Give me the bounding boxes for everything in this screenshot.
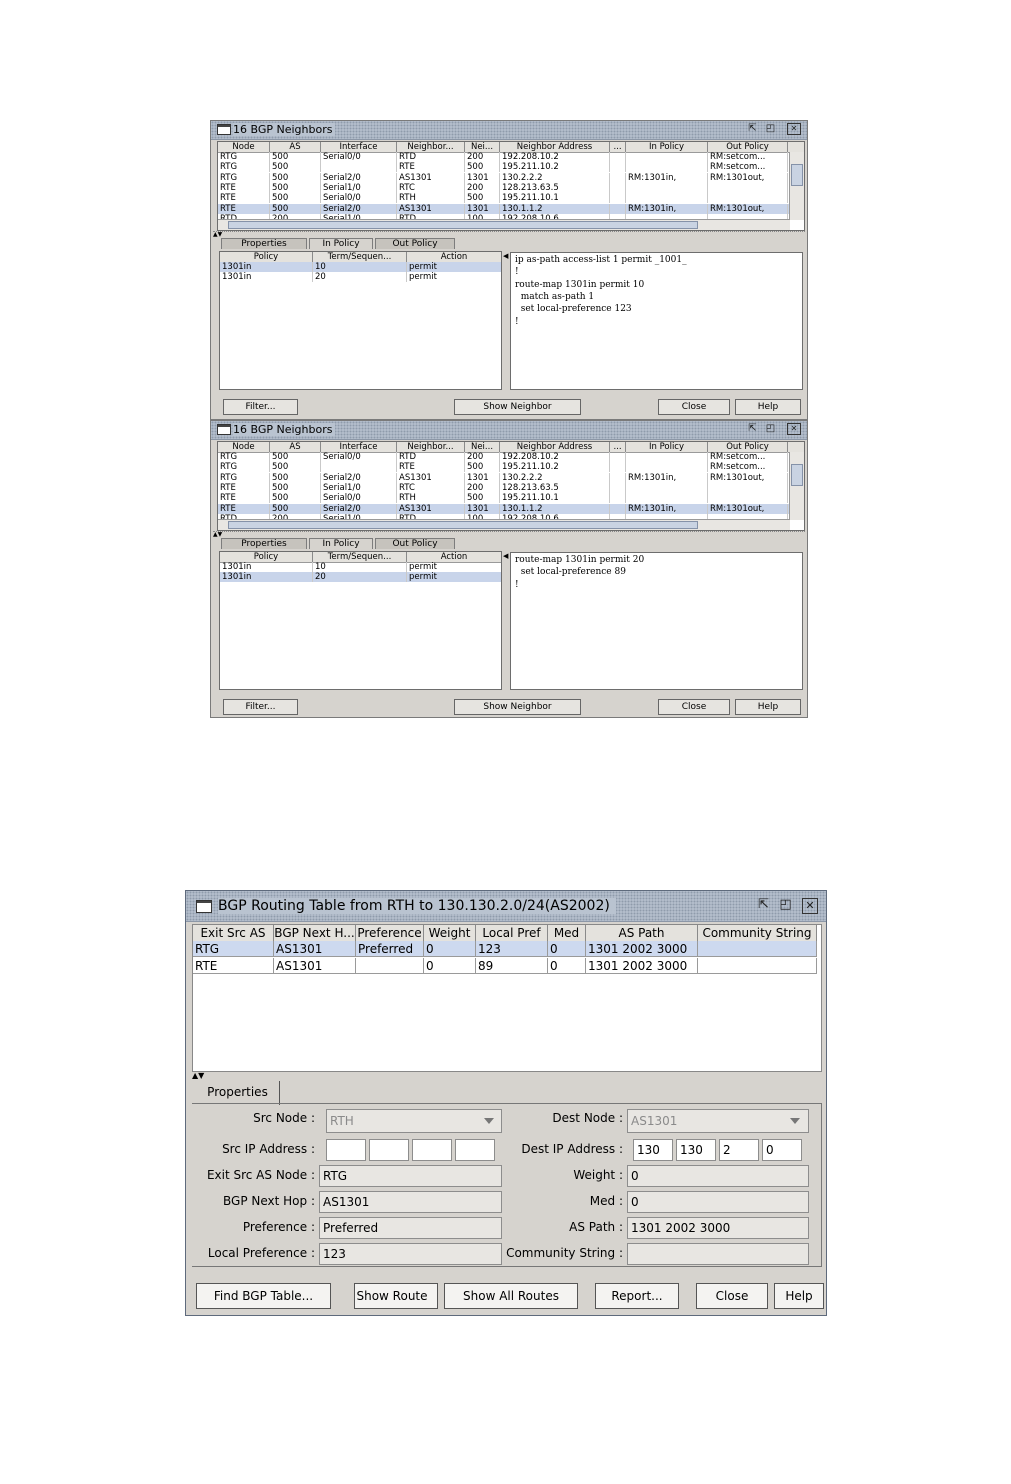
close-button[interactable]: Close [696,1283,768,1309]
cell: Serial0/0 [321,493,397,503]
col-header[interactable]: Interface [321,142,397,152]
col-header[interactable]: AS [270,142,321,152]
cell: Serial1/0 [321,483,397,493]
cell: 128.213.63.5 [500,183,610,193]
cell: RTE [218,483,270,493]
cell: 1301 2002 3000 [586,941,698,957]
table-row[interactable] [218,152,804,162]
window-title: 16 BGP Neighbors [233,423,335,436]
scroll-thumb[interactable] [228,521,698,529]
col-header[interactable]: ... [610,142,626,152]
policy-text-pane [510,552,803,690]
col-preference[interactable]: Preference [356,925,424,941]
cell: AS1301 [274,958,356,974]
code-line: route-map 1301in permit 20 [515,555,645,565]
cell: 192.208.10.2 [500,152,610,162]
scroll-thumb[interactable] [791,164,803,186]
cell [610,183,626,193]
cell [626,483,708,493]
cell [626,193,708,203]
cell: 192.208.10.2 [500,452,610,462]
col-header[interactable]: Neighbor Address [500,142,610,152]
cell: 1301 [465,473,500,483]
col-med[interactable]: Med [548,925,586,941]
cell: AS1301 [397,173,465,183]
policy-table [219,551,502,690]
code-line: route-map 1301in permit 10 [515,279,645,290]
filter-button[interactable]: Filter... [223,699,298,715]
cell: RTG [193,941,274,957]
src-node-select[interactable]: RTH [326,1109,502,1133]
show-all-routes-button[interactable]: Show All Routes [444,1283,578,1309]
table-row[interactable] [218,483,804,493]
close-icon[interactable]: ✕ [802,898,818,914]
cell [708,483,788,493]
close-icon[interactable]: ✕ [787,123,801,135]
title-bar[interactable] [211,121,807,140]
cell: RTG [218,173,270,183]
dest-ip-octet-2[interactable]: 130 [676,1139,716,1161]
horizontal-scrollbar[interactable] [218,219,790,230]
cell: 1301in [220,272,313,282]
cell: RM:1301out, [708,173,788,183]
cell: 500 [270,493,321,503]
cell: Preferred [356,941,424,957]
bgp-routing-table-window [185,890,827,1316]
cell: 130.1.1.2 [500,204,610,214]
cell: Serial2/0 [321,173,397,183]
cell: 123 [476,941,548,957]
cell [626,183,708,193]
cell: RM:1301in, [626,504,708,514]
split-divider[interactable]: ▲▼ [213,531,805,538]
cell: 89 [476,958,548,974]
cell: RTG [218,162,270,172]
col-header[interactable]: AS [270,442,321,452]
cell: 1301 [465,204,500,214]
cell: RM:setcom... [708,462,788,472]
cell [610,493,626,503]
cell: 500 [465,162,500,172]
community-field [627,1243,809,1265]
tab-out-policy[interactable]: Out Policy [375,238,455,249]
cell [321,462,397,472]
col-header[interactable]: Term/Sequen... [313,252,407,262]
detach-icon[interactable]: ⇱ [748,423,757,434]
cell [708,193,788,203]
cell: RM:1301out, [708,473,788,483]
cell: 20 [313,272,407,282]
cell: 200 [465,452,500,462]
close-button[interactable]: Close [658,699,730,715]
col-community-string[interactable]: Community String [698,925,817,941]
cell: AS1301 [397,473,465,483]
report-button[interactable]: Report... [595,1283,679,1309]
src-ip-label: Src IP Address : [222,1142,315,1156]
tab-in-policy[interactable]: In Policy [309,538,373,549]
dest-ip-octet-3[interactable]: 2 [719,1139,759,1161]
dest-node-select[interactable]: AS1301 [627,1109,809,1133]
cell: RTD [397,152,465,162]
cell: RTE [193,958,274,974]
cell: permit [407,572,502,582]
cell: 500 [270,462,321,472]
cell: 10 [313,262,407,272]
bgp-neighbors-window [210,120,808,420]
cell: 128.213.63.5 [500,483,610,493]
cell [626,493,708,503]
table-row[interactable] [218,204,804,214]
col-header[interactable]: Neighbor... [397,442,465,452]
next-hop-field: AS1301 [319,1191,502,1213]
cell [610,473,626,483]
cell [626,462,708,472]
col-header[interactable]: In Policy [626,442,708,452]
cell: RTC [397,183,465,193]
show-route-button[interactable]: Show Route [354,1283,438,1309]
col-header[interactable]: Term/Sequen... [313,552,407,562]
cell: RTG [218,452,270,462]
cell: RTE [397,162,465,172]
col-header[interactable]: Nei... [465,142,500,152]
cell: RM:1301in, [626,173,708,183]
col-header[interactable]: Node [218,142,270,152]
maximize-icon[interactable]: ◰ [765,423,776,434]
med-label: Med : [589,1194,623,1208]
cell: 500 [270,162,321,172]
filter-button[interactable]: Filter... [223,399,298,415]
cell: Serial0/0 [321,452,397,462]
cell: 500 [465,462,500,472]
vertical-scrollbar[interactable] [789,452,804,520]
table-row[interactable] [220,572,501,582]
cell: 195.211.10.2 [500,162,610,172]
cell [708,493,788,503]
cell: 1301in [220,562,313,572]
cell: RTG [218,152,270,162]
col-header[interactable]: In Policy [626,142,708,152]
col-header[interactable]: Action [407,552,502,562]
col-header[interactable]: Neighbor... [397,142,465,152]
cell: Serial2/0 [321,504,397,514]
cell: 500 [270,504,321,514]
code-line: set local-preference 89 [515,567,626,578]
src-ip-octet-3[interactable] [412,1139,452,1161]
dest-ip-octet-1[interactable]: 130 [633,1139,673,1161]
split-arrow-icon[interactable]: ◀ [503,252,509,260]
cell: Serial0/0 [321,152,397,162]
cell [610,504,626,514]
cell: Serial2/0 [321,204,397,214]
cell: 0 [424,941,476,957]
table-row[interactable] [218,193,804,203]
title-bar[interactable] [211,421,807,440]
local-pref-label: Local Preference : [207,1246,315,1260]
cell: 500 [270,193,321,203]
table-row[interactable] [220,262,501,272]
cell: RM:setcom... [708,162,788,172]
cell: RM:setcom... [708,452,788,462]
src-ip-octet-1[interactable] [326,1139,366,1161]
show-neighbor-button[interactable]: Show Neighbor [454,399,581,415]
cell: AS1301 [397,504,465,514]
table-row[interactable] [220,272,501,282]
table-row[interactable] [218,183,804,193]
cell [321,162,397,172]
cell: 500 [270,483,321,493]
cell: RM:1301out, [708,204,788,214]
col-header[interactable]: Policy [220,252,313,262]
cell: permit [407,562,502,572]
cell: AS1301 [397,204,465,214]
split-divider[interactable]: ▲▼ [192,1071,820,1080]
cell [610,173,626,183]
help-button[interactable]: Help [735,699,801,715]
cell: 500 [270,183,321,193]
cell: RTH [397,193,465,203]
exit-src-label: Exit Src AS Node : [206,1168,315,1182]
src-node-label: Src Node : [253,1111,315,1125]
horizontal-scrollbar[interactable] [218,519,790,530]
tab-properties[interactable]: Properties [221,538,307,549]
tab-properties[interactable]: Properties [221,238,307,249]
tab-out-policy[interactable]: Out Policy [375,538,455,549]
cell: 200 [465,183,500,193]
table-row[interactable] [218,462,804,472]
cell: 200 [465,152,500,162]
cell: 0 [424,958,476,974]
col-as-path[interactable]: AS Path [586,925,698,941]
table-row[interactable] [193,941,817,957]
cell [698,941,817,957]
cell: RTE [218,204,270,214]
cell: RTE [218,183,270,193]
col-weight[interactable]: Weight [424,925,476,941]
cell: 500 [465,193,500,203]
cell: 1301 [465,504,500,514]
window-title: BGP Routing Table from RTH to 130.130.2.0/24(AS2002) [218,898,616,914]
local-pref-field: 123 [319,1243,502,1265]
split-divider[interactable]: ▲▼ [213,231,805,238]
cell: 500 [270,452,321,462]
col-bgp-next-hop[interactable]: BGP Next H... [274,926,355,940]
cell: Serial0/0 [321,193,397,203]
table-row[interactable] [218,162,804,172]
cell: 195.211.10.1 [500,193,610,203]
maximize-icon[interactable]: ◰ [779,897,792,912]
cell [356,958,424,974]
cell: 130.2.2.2 [500,473,610,483]
tab-properties[interactable]: Properties [196,1081,280,1105]
cell: 1301 2002 3000 [586,958,698,974]
preference-field: Preferred [319,1217,502,1239]
cell: RTE [218,493,270,503]
close-button[interactable]: Close [658,399,730,415]
policy-table [219,251,502,390]
tab-in-policy[interactable]: In Policy [309,238,373,249]
table-row[interactable] [218,173,804,183]
close-icon[interactable]: ✕ [787,423,801,435]
cell [610,462,626,472]
col-header[interactable]: Neighbor Address [500,442,610,452]
dest-ip-octet-4[interactable]: 0 [762,1139,802,1161]
cell [610,483,626,493]
cell [610,193,626,203]
community-label: Community String : [506,1246,623,1260]
detach-icon[interactable]: ⇱ [748,123,757,134]
cell: 1301 [465,173,500,183]
code-line: ! [515,316,519,327]
col-header[interactable]: Node [218,442,270,452]
bgp-neighbors-window [210,420,808,718]
cell: 500 [270,173,321,183]
scroll-thumb[interactable] [791,464,803,486]
cell [708,183,788,193]
exit-src-field: RTG [319,1165,502,1187]
cell: 130.2.2.2 [500,173,610,183]
find-bgp-table-button[interactable]: Find BGP Table... [196,1283,331,1309]
col-header[interactable]: Action [407,252,502,262]
src-ip-octet-2[interactable] [369,1139,409,1161]
show-neighbor-button[interactable]: Show Neighbor [454,699,581,715]
src-ip-octet-4[interactable] [455,1139,495,1161]
cell: 500 [270,204,321,214]
cell: 0 [548,941,586,957]
cell: RTD [397,452,465,462]
cell [626,152,708,162]
cell [610,152,626,162]
properties-panel [192,1103,822,1267]
cell [626,452,708,462]
cell: RM:1301in, [626,473,708,483]
weight-label: Weight : [573,1168,623,1182]
code-line: ! [515,267,519,278]
table-row[interactable] [193,958,817,974]
code-line: ip as-path access-list 1 permit _1001_ [515,255,687,265]
cell: 1301in [220,572,313,582]
window-icon [217,124,231,135]
med-field: 0 [627,1191,809,1213]
cell: RM:1301in, [626,204,708,214]
cell: RM:setcom... [708,152,788,162]
window-title: 16 BGP Neighbors [233,123,335,136]
cell: RTC [397,483,465,493]
cell [610,162,626,172]
cell [610,204,626,214]
col-header[interactable]: Interface [321,442,397,452]
next-hop-label: BGP Next Hop : [223,1194,315,1208]
cell: RTG [218,462,270,472]
preference-label: Preference : [242,1220,315,1234]
cell [698,958,817,974]
col-header[interactable]: Out Policy [708,142,788,152]
detach-icon[interactable]: ⇱ [758,897,769,912]
code-line: match as-path 1 [515,291,595,302]
cell: 20 [313,572,407,582]
neighbors-table [217,141,805,231]
code-line: set local-preference 123 [515,304,632,315]
dest-ip-label: Dest IP Address : [521,1142,623,1156]
col-header[interactable]: ... [610,442,626,452]
cell: 195.211.10.1 [500,493,610,503]
cell: RTE [218,504,270,514]
col-exit-src-as[interactable]: Exit Src AS [193,925,274,941]
vertical-scrollbar[interactable] [789,152,804,220]
cell: 1301in [220,262,313,272]
col-local-pref[interactable]: Local Pref [476,925,548,941]
cell: RTE [397,462,465,472]
cell: 500 [270,473,321,483]
neighbors-table [217,441,805,531]
cell: 500 [465,493,500,503]
table-row[interactable] [218,493,804,503]
table-row[interactable] [218,452,804,462]
help-button[interactable]: Help [735,399,801,415]
as-path-field: 1301 2002 3000 [627,1217,809,1239]
policy-text-pane [510,252,803,390]
cell: 200 [465,483,500,493]
table-row[interactable] [220,562,501,572]
cell: permit [407,262,502,272]
routes-header [193,925,817,942]
cell: 195.211.10.2 [500,462,610,472]
cell [610,452,626,462]
cell: RTG [218,473,270,483]
window-icon [196,900,212,913]
help-button[interactable]: Help [774,1283,824,1309]
dest-node-label: Dest Node : [552,1111,623,1125]
table-row[interactable] [218,504,804,514]
cell: RTE [218,193,270,203]
routes-table [192,924,822,1072]
cell: 0 [548,958,586,974]
col-header[interactable]: Out Policy [708,442,788,452]
window-icon [217,424,231,435]
title-bar[interactable] [186,891,826,922]
col-header[interactable]: Nei... [465,442,500,452]
cell: permit [407,272,502,282]
cell: AS1301 [274,941,356,957]
cell: 500 [270,152,321,162]
cell: Serial2/0 [321,473,397,483]
chevron-down-icon[interactable] [484,1118,494,1124]
maximize-icon[interactable]: ◰ [765,123,776,134]
split-arrow-icon[interactable]: ◀ [503,552,509,560]
weight-field: 0 [627,1165,809,1187]
col-header[interactable]: Policy [220,552,313,562]
cell: Serial1/0 [321,183,397,193]
table-row[interactable] [218,473,804,483]
cell: 130.1.1.2 [500,504,610,514]
scroll-thumb[interactable] [228,221,698,229]
cell: RTH [397,493,465,503]
cell: RM:1301out, [708,504,788,514]
chevron-down-icon[interactable] [790,1118,800,1124]
as-path-label: AS Path : [569,1220,623,1234]
cell [626,162,708,172]
code-line: ! [515,579,519,590]
cell: 10 [313,562,407,572]
